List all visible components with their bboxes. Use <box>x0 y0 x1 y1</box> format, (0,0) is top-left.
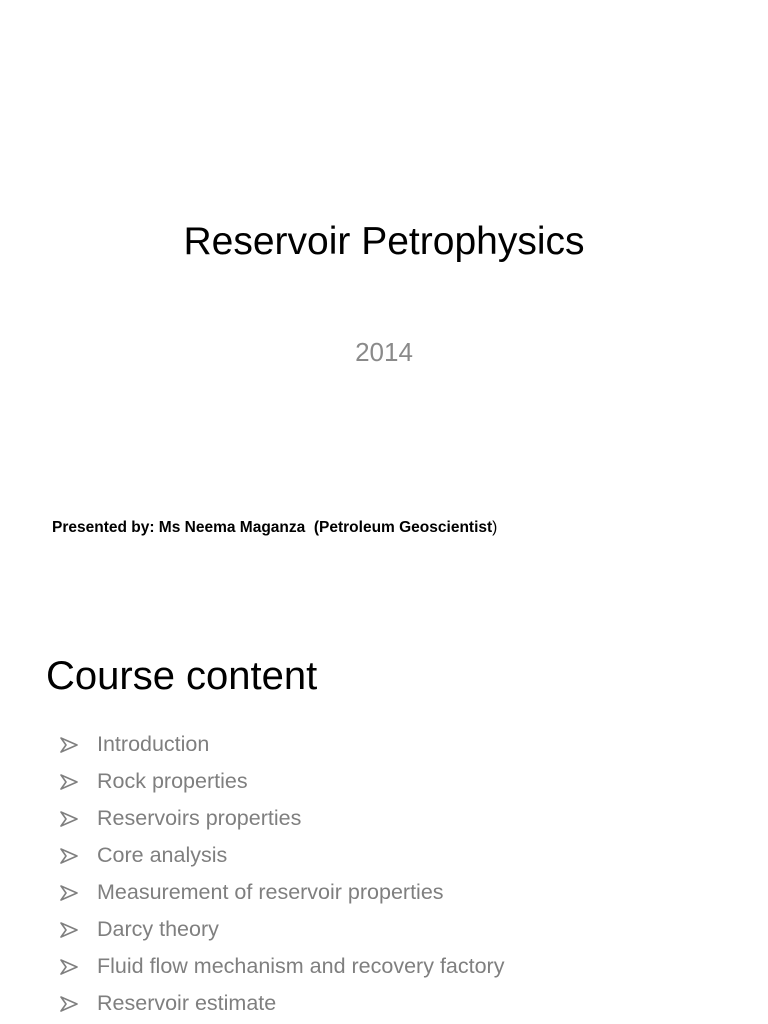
arrowhead-bullet-icon <box>60 885 97 901</box>
list-item-label: Rock properties <box>97 769 248 793</box>
section-heading: Course content <box>46 654 318 698</box>
list-item <box>60 948 504 985</box>
arrowhead-bullet-icon <box>60 774 97 790</box>
arrowhead-bullet-icon <box>60 996 97 1012</box>
arrowhead-bullet-icon <box>60 811 97 827</box>
presenter-text: Presented by: Ms Neema Maganza (Petroleum Geoscientist <box>52 519 493 536</box>
list-item-label: Reservoir estimate <box>97 991 277 1015</box>
presenter-close-paren: ) <box>492 519 498 536</box>
list-item <box>60 985 504 1022</box>
list-item <box>60 726 504 763</box>
presenter-line <box>52 517 497 539</box>
course-content-list <box>60 726 504 1022</box>
arrowhead-bullet-icon <box>60 737 97 753</box>
list-item-label: Reservoirs properties <box>97 806 302 830</box>
list-item <box>60 874 504 911</box>
list-item <box>60 800 504 837</box>
slide-subtitle-year: 2014 <box>355 337 413 367</box>
list-item <box>60 911 504 948</box>
list-item-label: Introduction <box>97 732 210 756</box>
course-content-slide <box>0 600 768 1024</box>
list-item-label: Fluid flow mechanism and recovery factory <box>97 954 505 978</box>
arrowhead-bullet-icon <box>60 922 97 938</box>
arrowhead-bullet-icon <box>60 848 97 864</box>
list-item-label: Measurement of reservoir properties <box>97 880 444 904</box>
list-item-label: Core analysis <box>97 843 228 867</box>
list-item <box>60 763 504 800</box>
list-item-label: Darcy theory <box>97 917 219 941</box>
slide-title: Reservoir Petrophysics <box>183 220 585 263</box>
arrowhead-bullet-icon <box>60 959 97 975</box>
list-item <box>60 837 504 874</box>
